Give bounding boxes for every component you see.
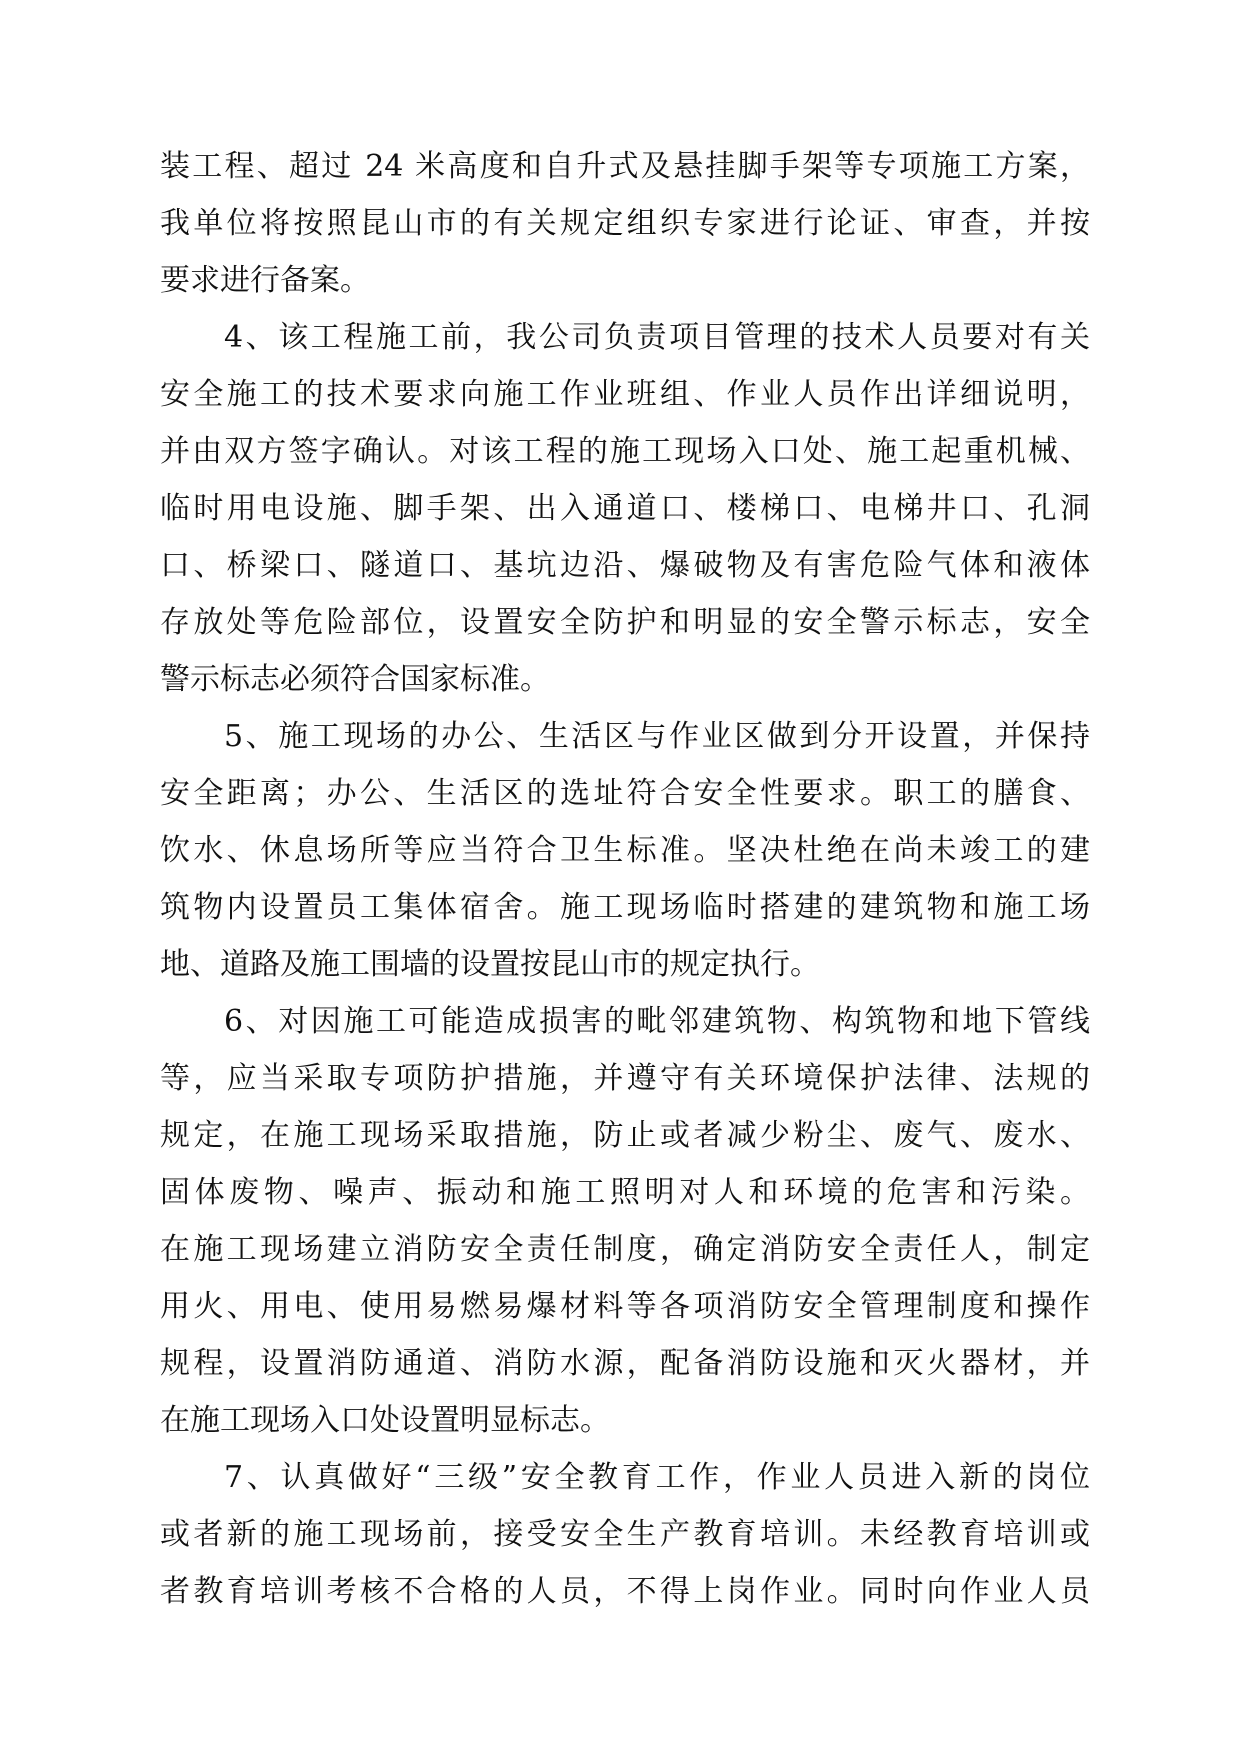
text-line: 等，应当采取专项防护措施，并遵守有关环境保护法律、法规的 — [160, 1061, 1090, 1096]
text-line: 4、该工程施工前，我公司负责项目管理的技术人员要对有关 — [224, 320, 1090, 355]
paragraph-item-7 — [160, 1449, 1090, 1620]
text-line: 地、道路及施工围墙的设置按昆山市的规定执行。 — [160, 947, 820, 982]
text-line: 者教育培训考核不合格的人员，不得上岗作业。同时向作业人员 — [160, 1574, 1090, 1609]
text-line: 饮水、休息场所等应当符合卫生标准。坚决杜绝在尚未竣工的建 — [160, 833, 1090, 868]
paragraph-item-5 — [160, 708, 1090, 993]
text-line: 要求进行备案。 — [160, 263, 370, 298]
paragraph-item-4 — [160, 309, 1090, 708]
text-line: 6、对因施工可能造成损害的毗邻建筑物、构筑物和地下管线 — [224, 1004, 1090, 1039]
text-line: 安全施工的技术要求向施工作业班组、作业人员作出详细说明， — [160, 377, 1090, 412]
text-line: 安全距离；办公、生活区的选址符合安全性要求。职工的膳食、 — [160, 776, 1090, 811]
text-line: 5、施工现场的办公、生活区与作业区做到分开设置，并保持 — [224, 719, 1090, 754]
text-line: 临时用电设施、脚手架、出入通道口、楼梯口、电梯井口、孔洞 — [160, 491, 1090, 526]
text-line: 筑物内设置员工集体宿舍。施工现场临时搭建的建筑物和施工场 — [160, 890, 1090, 925]
text-line: 警示标志必须符合国家标准。 — [160, 662, 550, 697]
text-line: 在施工现场入口处设置明显标志。 — [160, 1403, 610, 1438]
text-line: 用火、用电、使用易燃易爆材料等各项消防安全管理制度和操作 — [160, 1289, 1090, 1324]
text-line: 规定，在施工现场采取措施，防止或者减少粉尘、废气、废水、 — [160, 1118, 1090, 1153]
text-line: 或者新的施工现场前，接受安全生产教育培训。未经教育培训或 — [160, 1517, 1090, 1552]
text-line: 固体废物、噪声、振动和施工照明对人和环境的危害和污染。 — [160, 1175, 1090, 1210]
text-line: 并由双方签字确认。对该工程的施工现场入口处、施工起重机械、 — [160, 434, 1090, 469]
paragraph-item-6 — [160, 993, 1090, 1449]
document-page — [160, 138, 1090, 1620]
text-line: 口、桥梁口、隧道口、基坑边沿、爆破物及有害危险气体和液体 — [160, 548, 1090, 583]
text-line: 存放处等危险部位，设置安全防护和明显的安全警示标志，安全 — [160, 605, 1090, 640]
paragraph-continued — [160, 138, 1090, 309]
text-line: 我单位将按照昆山市的有关规定组织专家进行论证、审查，并按 — [160, 206, 1090, 241]
text-line: 在施工现场建立消防安全责任制度，确定消防安全责任人，制定 — [160, 1232, 1090, 1267]
text-line: 7、认真做好“三级”安全教育工作，作业人员进入新的岗位 — [224, 1460, 1090, 1495]
text-line: 装工程、超过 24 米高度和自升式及悬挂脚手架等专项施工方案， — [160, 149, 1090, 184]
text-line: 规程，设置消防通道、消防水源，配备消防设施和灭火器材，并 — [160, 1346, 1090, 1381]
